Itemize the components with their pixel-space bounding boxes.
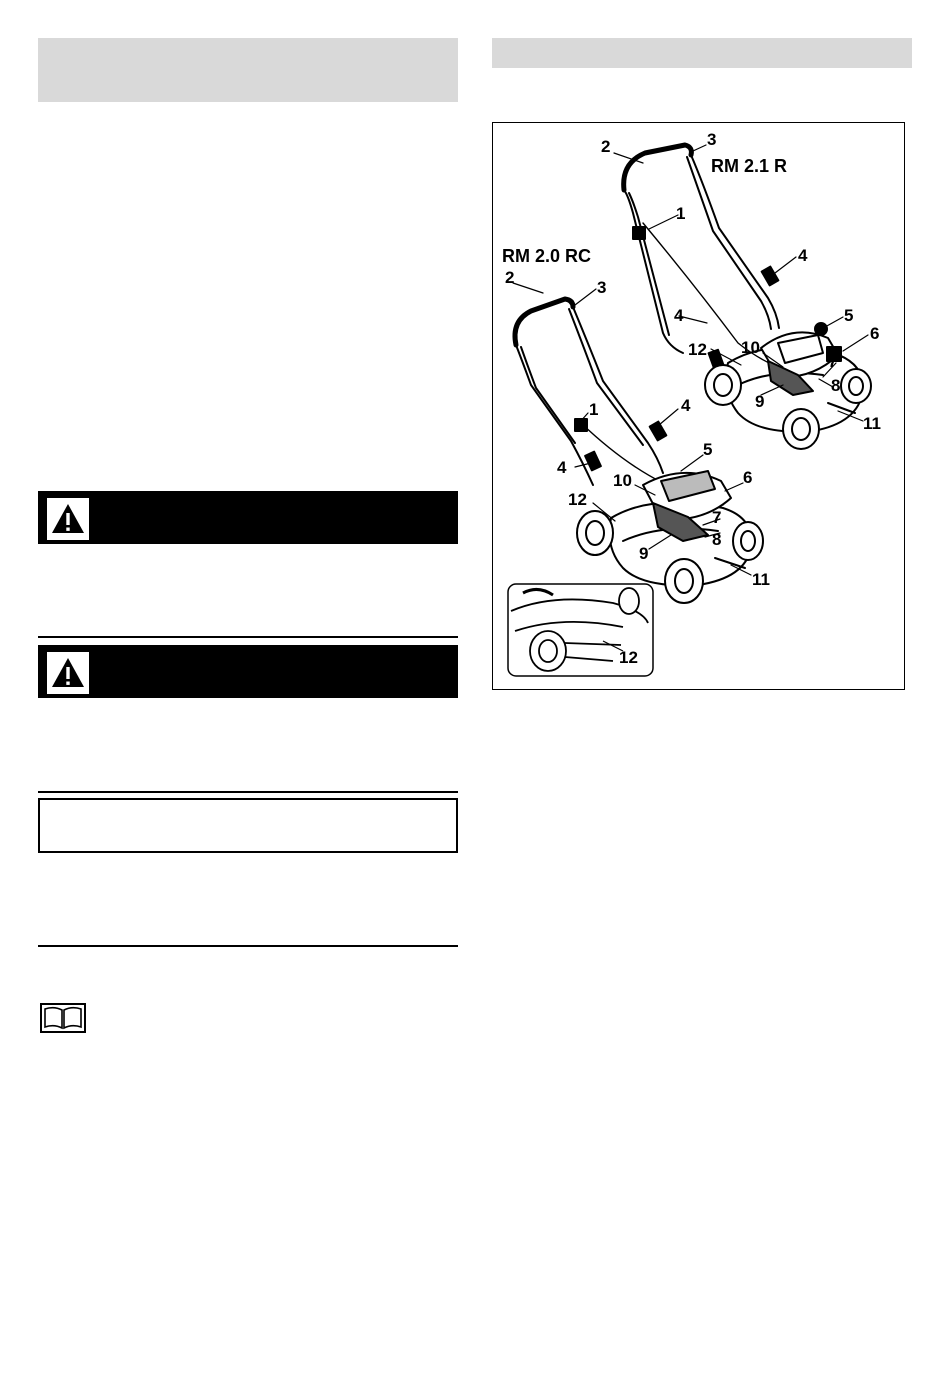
model-label-bottom: RM 2.0 RC xyxy=(502,246,592,266)
notice-box xyxy=(38,798,458,853)
callout-5: 5 xyxy=(703,440,713,459)
callout-12: 12 xyxy=(688,340,707,359)
callout-9: 9 xyxy=(639,544,649,563)
callout-1: 1 xyxy=(589,400,599,419)
callout-6: 6 xyxy=(870,324,880,343)
divider-1 xyxy=(38,636,458,638)
inset-callout-12: 12 xyxy=(619,648,638,667)
warning-triangle-icon xyxy=(47,498,89,540)
divider-2 xyxy=(38,791,458,793)
callout-6: 6 xyxy=(743,468,753,487)
callout-4: 4 xyxy=(681,396,691,415)
warning-banner-1 xyxy=(38,491,458,544)
left-header-box xyxy=(38,38,458,102)
callout-1: 1 xyxy=(676,204,686,223)
callout-4: 4 xyxy=(557,458,567,477)
callout-11: 11 xyxy=(863,414,881,433)
callout-4: 4 xyxy=(674,306,684,325)
callout-12: 12 xyxy=(568,490,587,509)
callout-4: 4 xyxy=(798,246,808,265)
lawnmower-illustration xyxy=(493,123,904,689)
callout-3: 3 xyxy=(707,130,717,149)
lawnmower-figure xyxy=(492,122,905,690)
callout-8: 8 xyxy=(712,530,722,549)
open-book-icon xyxy=(40,1003,86,1033)
callout-7: 7 xyxy=(828,352,838,371)
callout-7: 7 xyxy=(712,508,722,527)
warning-banner-2 xyxy=(38,645,458,698)
callout-8: 8 xyxy=(831,376,841,395)
model-label-top: RM 2.1 R xyxy=(711,156,788,176)
callout-5: 5 xyxy=(844,306,854,325)
callout-2: 2 xyxy=(505,268,515,287)
callout-11: 11 xyxy=(752,570,770,589)
mower-rm21r xyxy=(624,145,871,449)
warning-triangle-icon xyxy=(47,652,89,694)
callout-10: 10 xyxy=(613,471,632,490)
inset-detail xyxy=(508,584,653,676)
right-header-box xyxy=(492,38,912,68)
callout-9: 9 xyxy=(755,392,765,411)
callout-10: 10 xyxy=(741,338,760,357)
callout-3: 3 xyxy=(597,278,607,297)
divider-3 xyxy=(38,945,458,947)
callout-2: 2 xyxy=(601,137,611,156)
